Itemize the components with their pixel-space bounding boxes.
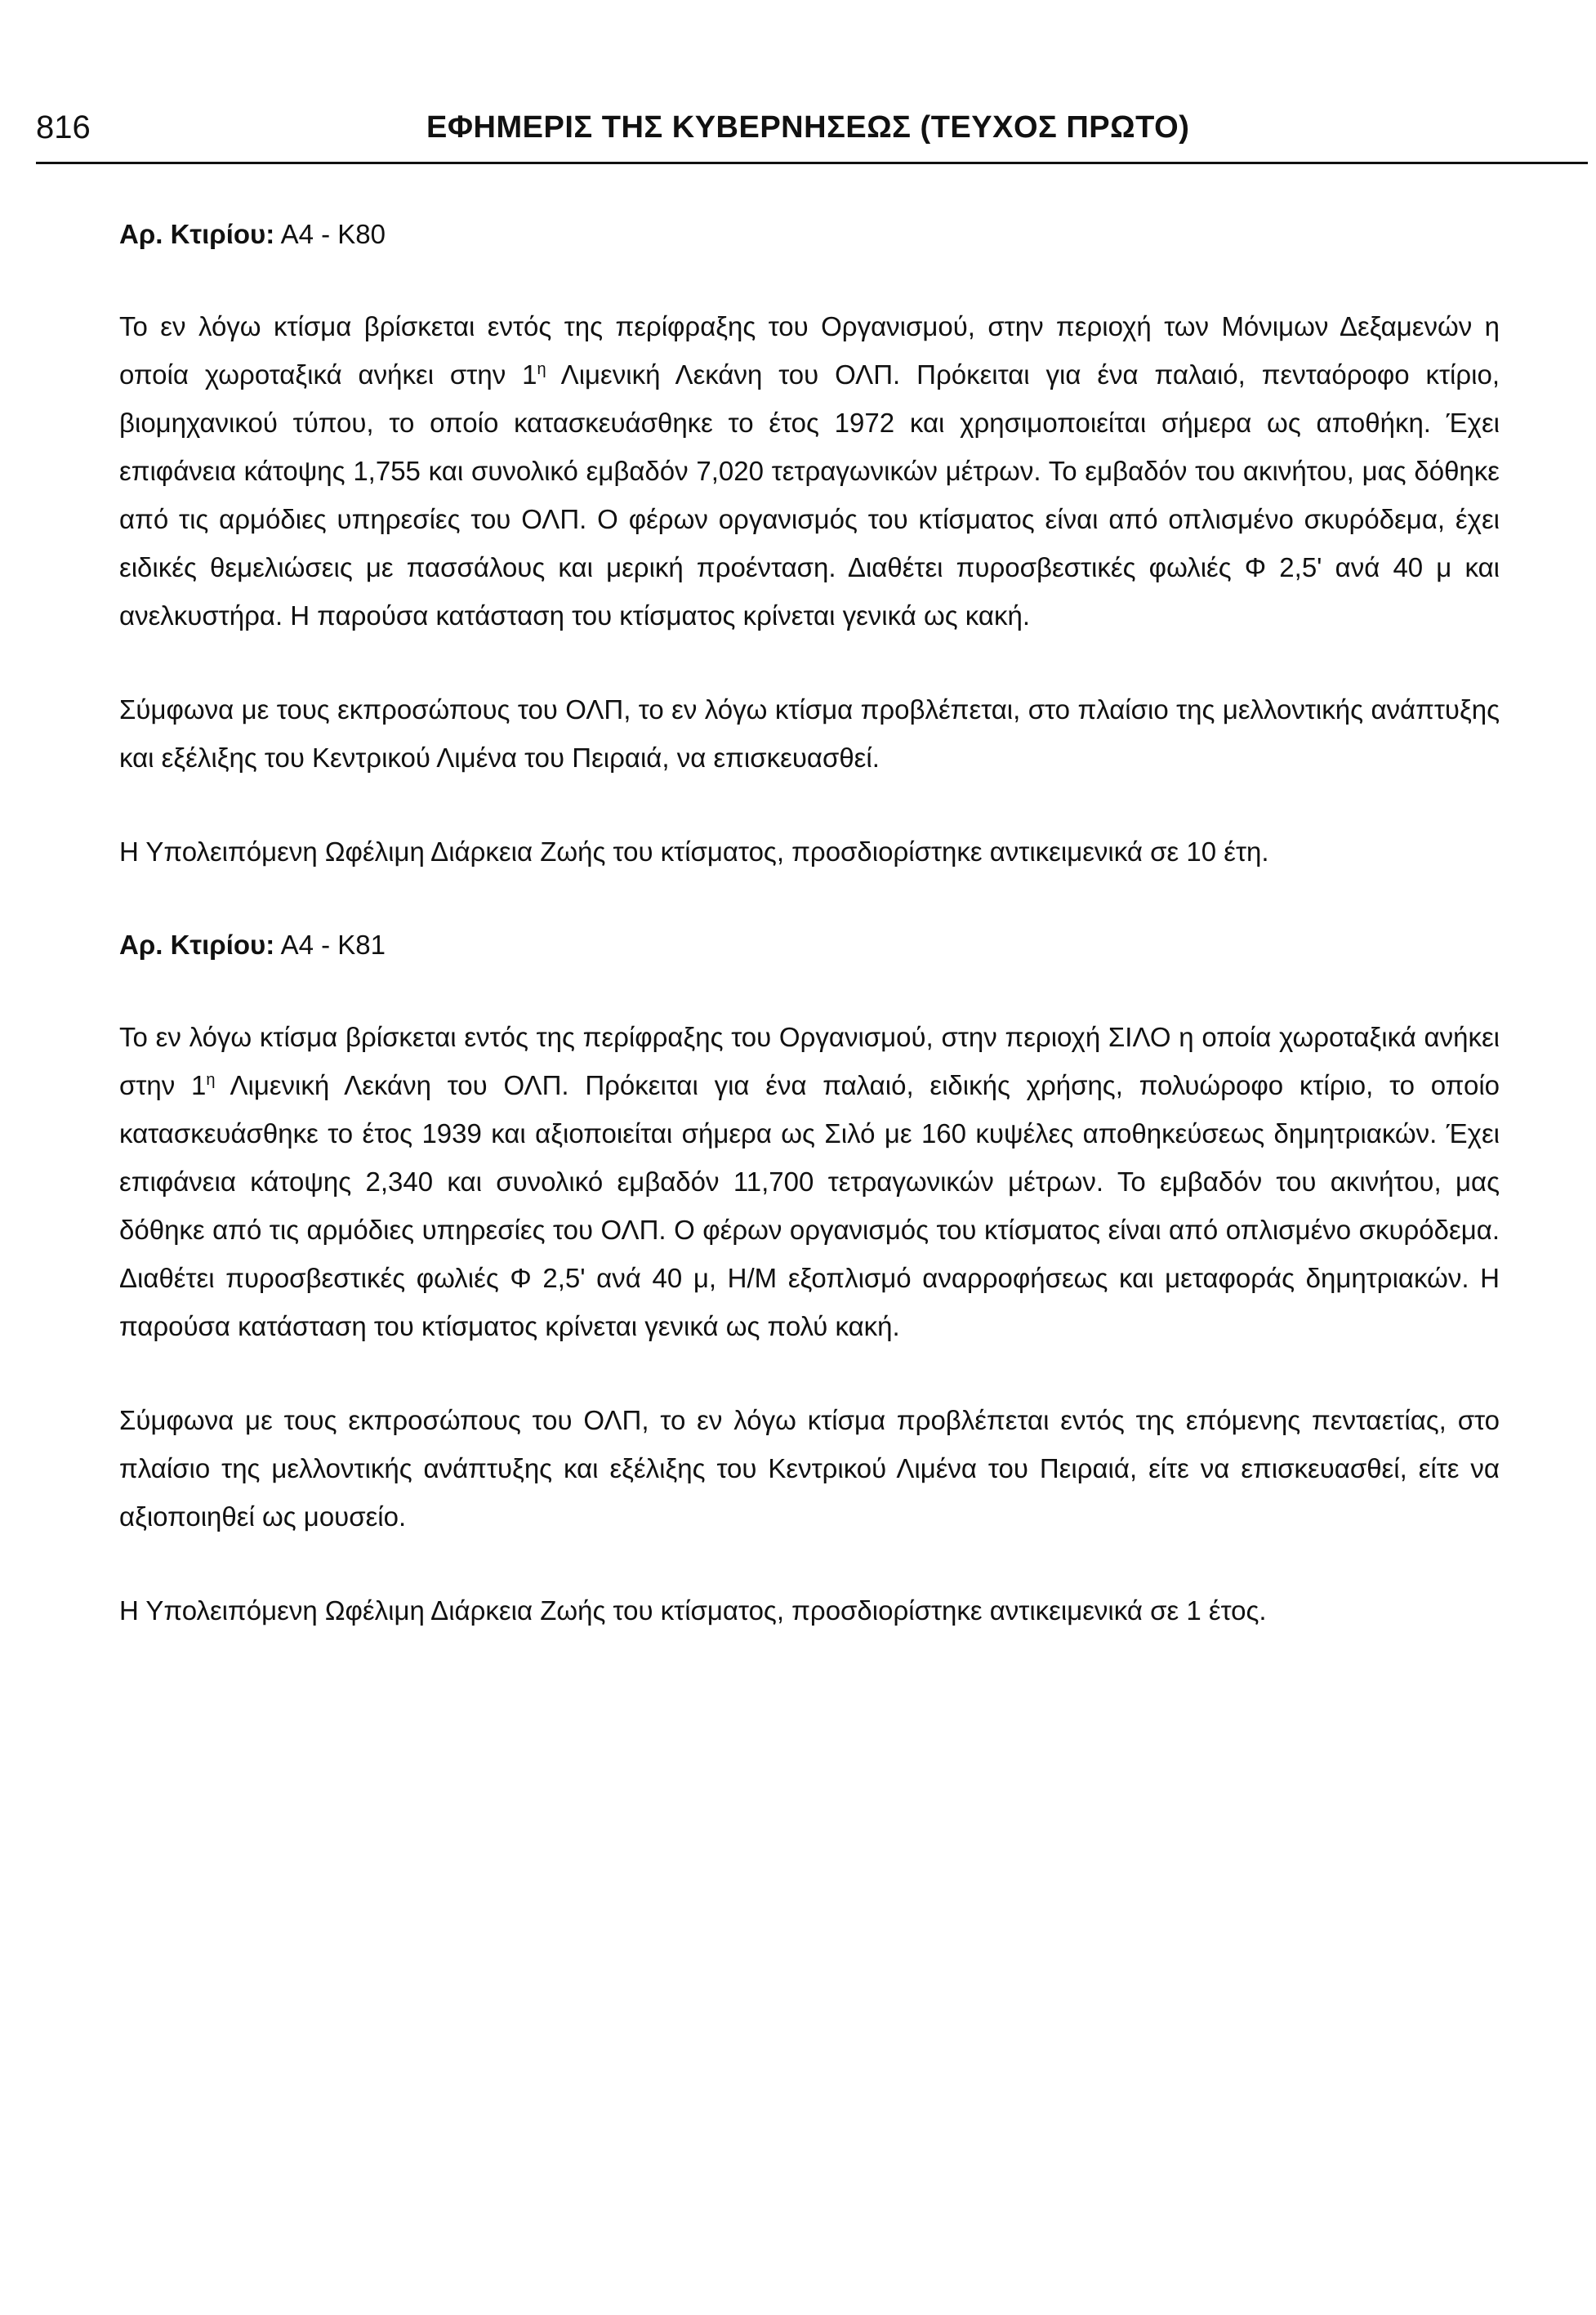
page-number: 816 <box>36 109 91 145</box>
building-reference-label: Αρ. Κτιρίου: <box>119 930 275 960</box>
building-reference <box>119 214 1500 255</box>
building-useful-life: Η Υπολειπόμενη Ωφέλιμη Διάρκεια Ζωής του κτίσματος, προσδιορίστηκε αντικειμενικά σε 10 έτη. <box>119 836 1269 867</box>
description-text-start: Το εν λόγω κτίσμα βρίσκεται εντός της περίφραξης του Οργανισμού, στην περιοχή ΣΙΛΟ η οποία χωροταξικά ανήκει στην 1 <box>119 1022 1500 1100</box>
page-body <box>119 214 1500 1635</box>
building-plan: Σύμφωνα με τους εκπροσώπους του ΟΛΠ, το εν λόγω κτίσμα προβλέπεται εντός της επόμενης πενταετίας, στο πλαίσιο της μελλοντικής ανάπτυξης και εξέλιξης του Κεντρικού Λιμένα του Πειραιά, είτε να επισκευασθεί, είτε να αξιοποιηθεί ως μουσείο. <box>119 1405 1500 1532</box>
building-description <box>119 302 1500 640</box>
building-reference <box>119 925 1500 966</box>
description-text-end: Λιμενική Λεκάνη του ΟΛΠ. Πρόκειται για ένα παλαιό, πενταόροφο κτίριο, βιομηχανικού τύπου, το οποίο κατασκευάσθηκε το έτος 1972 και χρησιμοποιείται σήμερα ως αποθήκη. Έχει επιφάνεια κάτοψης 1,755 και συνολικό εμβαδόν 7,020 τετραγωνικών μέτρων. Το εμβαδόν του ακινήτου, μας δόθηκε από τις αρμόδιες υπηρεσίες του ΟΛΠ. Ο φέρων οργανισμός του κτίσματος είναι από οπλισμένο σκυρόδεμα, έχει ειδικές θεμελιώσεις με πασσάλους και μερική προένταση. Διαθέτει πυροσβεστικές φωλιές Φ 2,5' ανά 40 μ και ανελκυστήρα. Η παρούσα κατάσταση του κτίσματος κρίνεται γενικά ως κακή. <box>119 359 1500 631</box>
building-description <box>119 1013 1500 1350</box>
building-reference-code: Α4 - Κ80 <box>274 219 386 249</box>
page-header <box>36 105 1588 164</box>
building-reference-code: Α4 - Κ81 <box>274 930 386 960</box>
building-section-k81 <box>119 925 1500 1635</box>
building-plan: Σύμφωνα με τους εκπροσώπους του ΟΛΠ, το εν λόγω κτίσμα προβλέπεται, στο πλαίσιο της μελλοντικής ανάπτυξης και εξέλιξης του Κεντρικού Λιμένα του Πειραιά, να επισκευασθεί. <box>119 694 1500 773</box>
ordinal-superscript: η <box>537 360 546 378</box>
description-text-start: Το εν λόγω κτίσμα βρίσκεται εντός της περίφραξης του Οργανισμού, στην περιοχή των Μόνιμων Δεξαμενών η οποία χωροταξικά ανήκει στην 1 <box>119 311 1500 390</box>
building-reference-label: Αρ. Κτιρίου: <box>119 219 275 249</box>
ordinal-superscript: η <box>206 1071 216 1089</box>
building-section-k80 <box>119 214 1500 876</box>
description-text-end: Λιμενική Λεκάνη του ΟΛΠ. Πρόκειται για ένα παλαιό, ειδικής χρήσης, πολυώροφο κτίριο, το οποίο κατασκευάσθηκε το έτος 1939 και αξιοποιείται σήμερα ως Σιλό με 160 κυψέλες αποθηκεύσεως δημητριακών. Έχει επιφάνεια κάτοψης 2,340 και συνολικό εμβαδόν 11,700 τετραγωνικών μέτρων. Το εμβαδόν του ακινήτου, μας δόθηκε από τις αρμόδιες υπηρεσίες του ΟΛΠ. Ο φέρων οργανισμός του κτίσματος είναι από οπλισμένο σκυρόδεμα. Διαθέτει πυροσβεστικές φωλιές Φ 2,5' ανά 40 μ, Η/Μ εξοπλισμό αναρροφήσεως και μεταφοράς δημητριακών. Η παρούσα κατάσταση του κτίσματος κρίνεται γενικά ως πολύ κακή. <box>119 1070 1500 1341</box>
building-useful-life: Η Υπολειπόμενη Ωφέλιμη Διάρκεια Ζωής του κτίσματος, προσδιορίστηκε αντικειμενικά σε 1 έτος. <box>119 1595 1267 1626</box>
gazette-title: ΕΦΗΜΕΡΙΣ ΤΗΣ ΚΥΒΕΡΝΗΣΕΩΣ (ΤΕΥΧΟΣ ΠΡΩΤΟ) <box>426 110 1190 145</box>
